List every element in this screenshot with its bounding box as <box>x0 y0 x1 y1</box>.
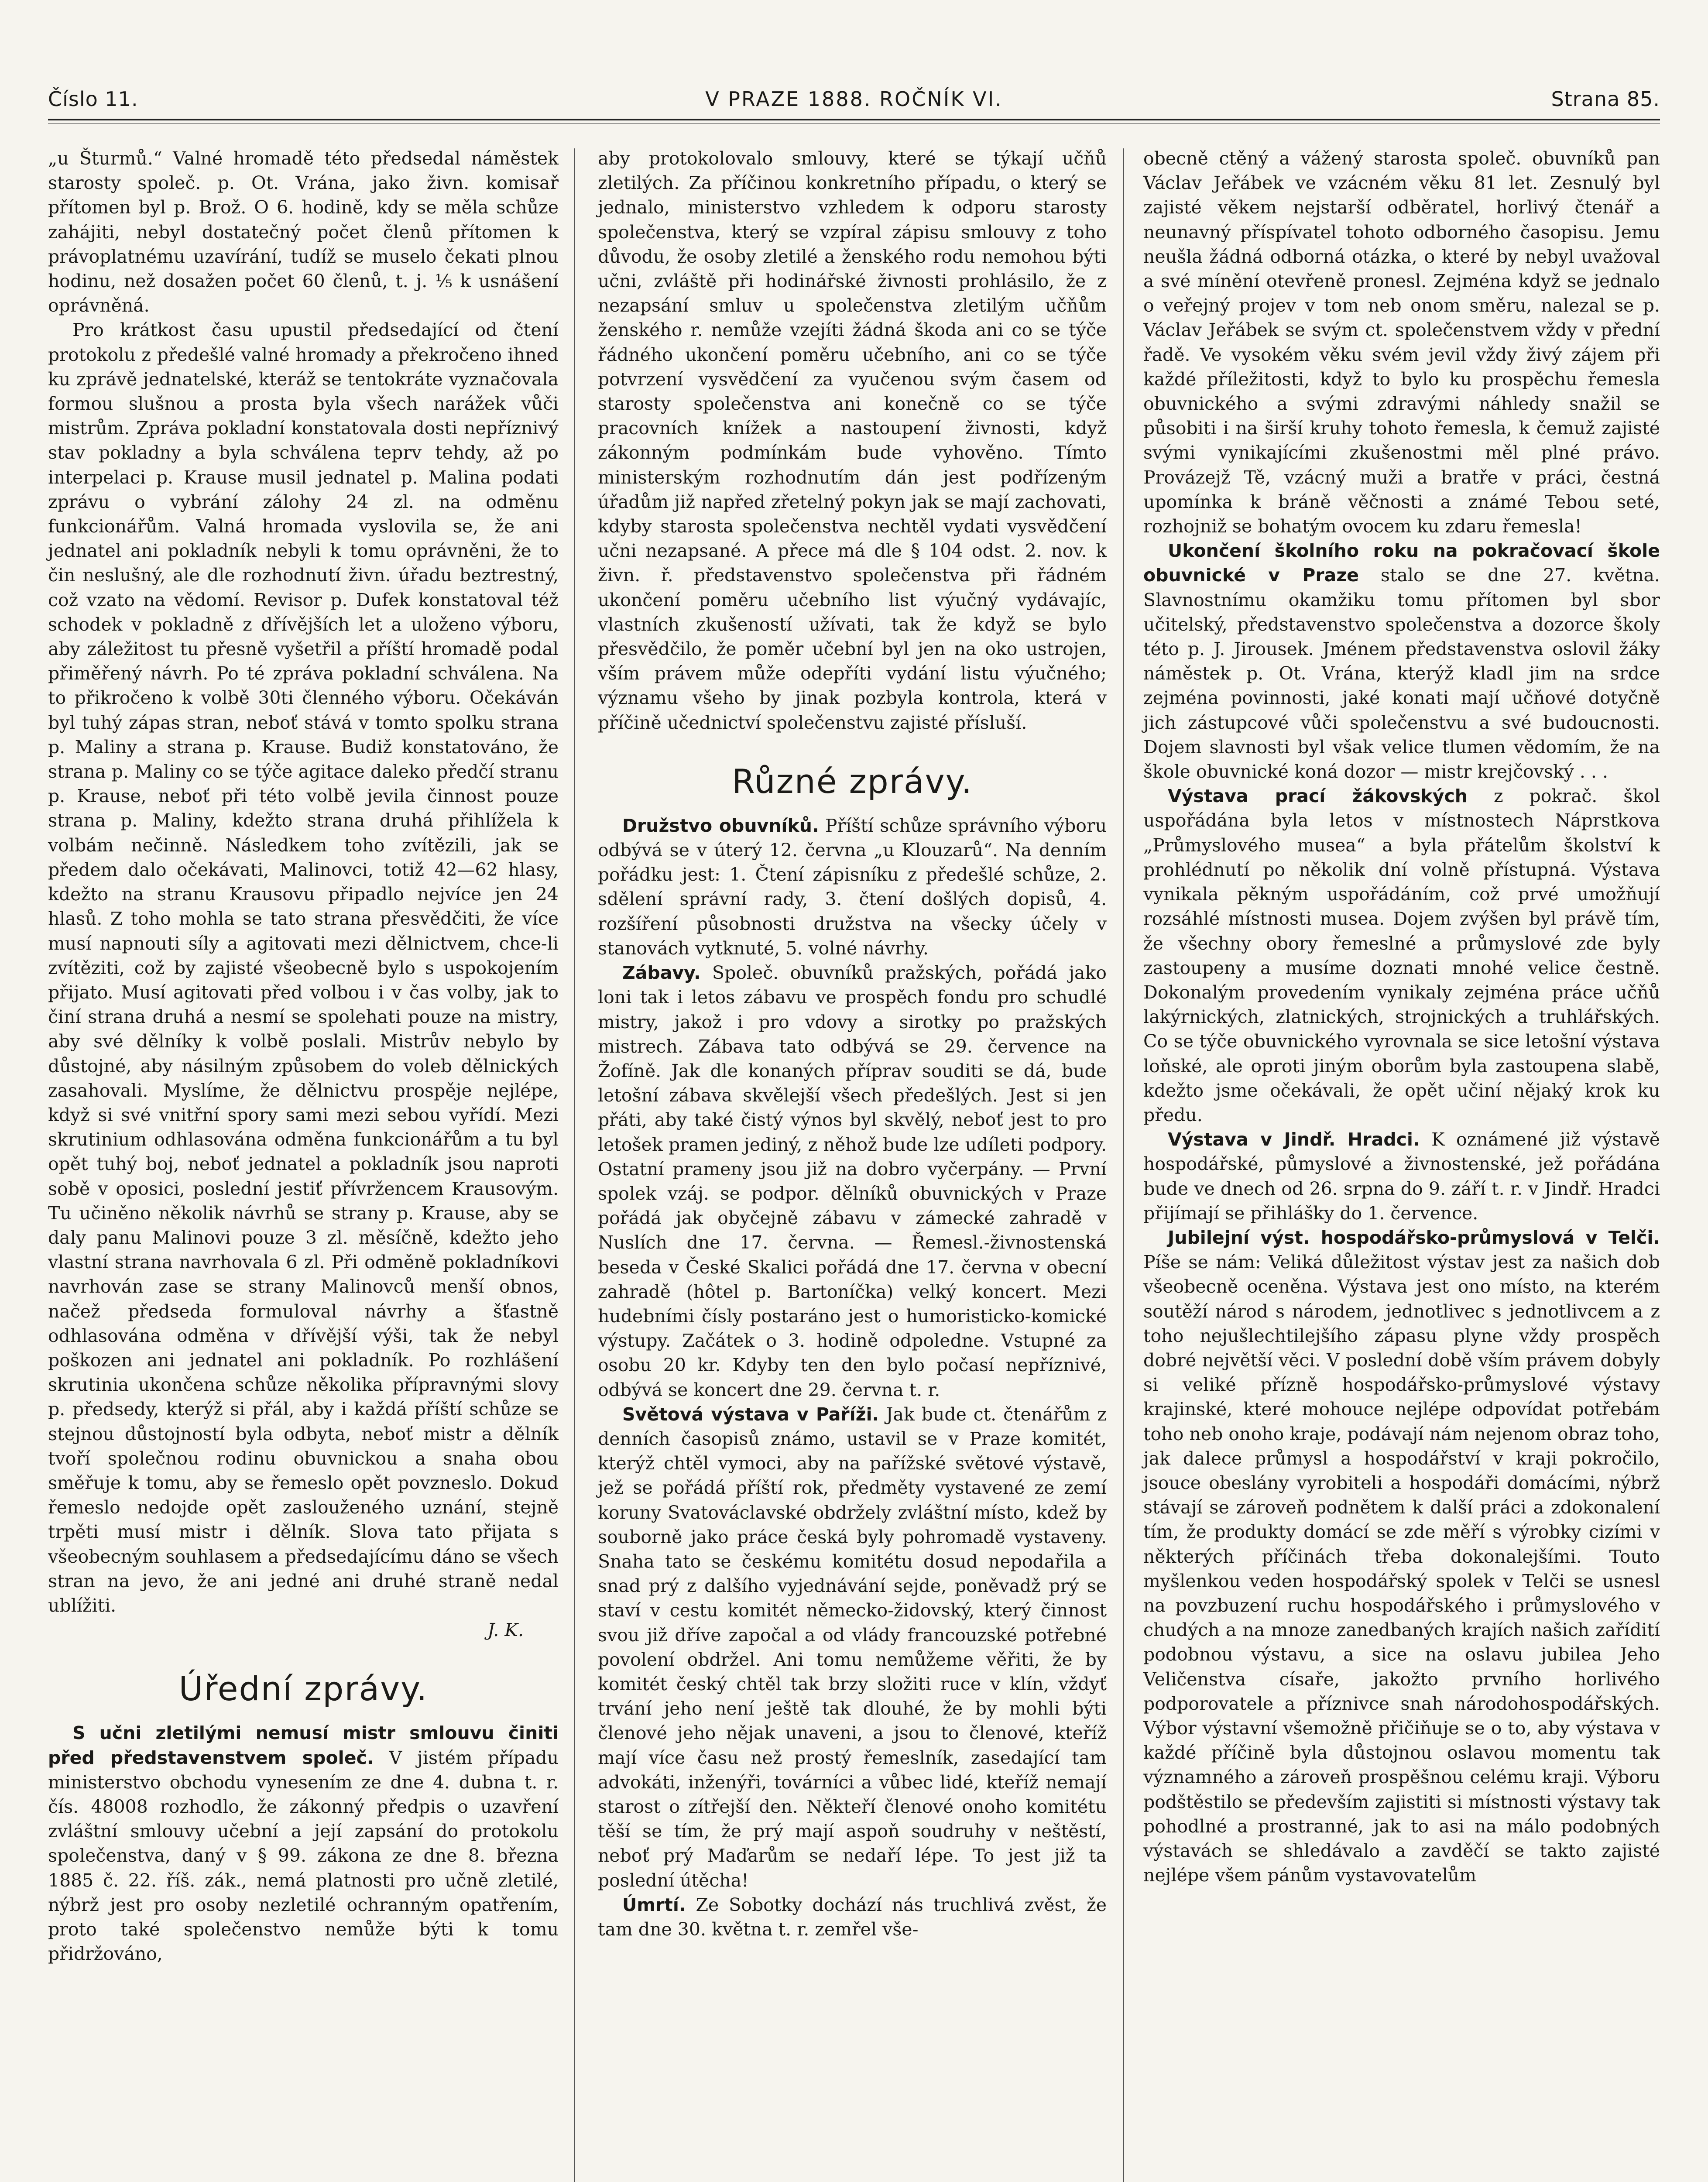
news-item-text: Píše se nám: Veliká důležitost výstav jest za našich dob všeobecně oceněna. Výstava jest ono místo, na kterém soutěží národ s národem, jednotlivec s jednotlivcem a z toho nejušlechtilejšího zápasu plyne vždy prospěch dobré největší věci. V poslední době vším právem dobyly si veliké přízně hospodářsko-průmyslové výstavy krajinské, které mohouce nejlépe odpovídat potřebám toho neb onoho kraje, podávají nám nejenom obraz toho, jak dalece průmysl a hospodářství v kraji pokročilo, jsouce obeslány vyrobiteli a hospodáři domácími, nýbrž stávají se zároveň podnětem k další práci a zdokonalení tím, že produkty domácí se zde měří s výrobky cizími v některých příčinách třeba dokonalejšími. Touto myšlenkou veden hospodářský spolek v Telči se usnesl na povzbuzení ruchu hospodářského i průmyslového v chudých a na mnoze zanedbaných krajích našich zařídití podobnou výstavu, a sice na oslavu jubilea Jeho Veličenstva císaře, jakožto prvního horlivého podporovatele a příznivce snah národohospodářských. Výbor výstavní všemožně přičiňuje se o to, aby výstava v každé příčině byla důstojnou oslavou momentu tak významného a zároveň prospěšnou celému kraji. Výboru podštěstilo se především zajistiti si místnosti výstavy tak pohodlné a prostranné, jak to asi na málo podobných výstavách se shledávalo a zavděčí se takto zajisté nejlépe všem pánům vystavovatelům <box>1143 1252 1660 1886</box>
column-3 <box>1143 146 1660 1887</box>
page-header <box>48 87 1660 127</box>
news-item <box>1143 1127 1660 1225</box>
news-item-text: Ze Sobotky dochází nás truchlivá zvěst, že tam dne 30. května t. r. zemřel vše- <box>598 1894 1107 1940</box>
news-item-text: stalo se dne 27. května. Slavnostnímu okamžiku tomu přítomen byl sbor učitelský, představenstvo společenstva a dozorce školy této p. J. Jirousek. Jménem představenstva oslovil žáky náměstek p. Ot. Vrána, kterýž kladl jim na srdce zejména povinnosti, jaké konati mají učňové dotyčně jich zástupcové vůči společenstvu a své budoucnosti. Dojem slavnosti byl však velice tlumen vědomím, že na škole obuvnické koná dozor — mistr krejčovský . . . <box>1143 565 1660 782</box>
column-divider-1 <box>574 148 575 2182</box>
news-item <box>598 961 1107 1402</box>
news-item-headline: Výstava v Jindř. Hradci. <box>1168 1129 1420 1150</box>
news-item <box>48 1721 559 1966</box>
section-title-misc: Různé zprávy. <box>732 762 973 801</box>
news-item <box>598 1402 1107 1893</box>
section-title-official: Úřední zprávy. <box>178 1669 428 1709</box>
news-item-text: z pokrač. škol uspořádána byla letos v místnostech Náprstkova „Průmyslového musea“ a byla přátelům školství k prohlédnutí po několik dní volně přístupná. Výstava vynikala pěkným uspořádáním, což prvé umožňují rozsáhlé místnosti musea. Dojem zvýšen byl právě tím, že všechny obory řemeslné a průmyslové zde byly zastoupeny a musíme doznati mnohé velice čestně. Dokonalým provedením vynikaly zejména práce učňů lakýrnických, zlatnických, strojnických a truhlářských. Co se týče obuvnického vyrovnala se sice letošní výstava loňské, ale oproti jiným oborům byla zastoupena slabě, kdežto jsme očekávali, že opět učiní nějaký krok ku předu. <box>1143 786 1660 1125</box>
header-rule <box>48 119 1660 120</box>
news-item <box>1143 539 1660 784</box>
column-1 <box>48 146 559 1966</box>
issue-number: Číslo 11. <box>48 87 138 111</box>
news-item-headline: Družstvo obuvníků. <box>622 815 819 836</box>
news-item <box>1143 784 1660 1127</box>
author-signature: J. K. <box>487 1619 524 1641</box>
news-item-headline: Výstava prací žákovských <box>1168 786 1468 807</box>
news-item-headline: Ukončení školního roku na pokračovací škole obuvnické v Praze <box>1143 540 1660 586</box>
news-item-text: V jistém případu ministerstvo obchodu vynesením ze dne 4. dubna t. r. čís. 48008 rozhodlo, že zákonný předpis o uzavření zvláštní smlouvy učební a její zapsání do protokolu společenstva, daný v § 99. zákona ze dne 8. března 1885 č. 22. říš. zák., nemá platnosti pro učně zletilé, nýbrž jest pro osoby nezletilé ochranným opatřením, proto také společenstvo nemůže býti k tomu přidržováno, <box>48 1747 559 1965</box>
news-item <box>598 813 1107 961</box>
column-2 <box>598 146 1107 1942</box>
news-item-headline: S učni zletilými nemusí mistr smlouvu činiti před představenstvem společ. <box>48 1722 559 1768</box>
column-divider-2 <box>1123 148 1124 2182</box>
news-item-text: Společ. obuvníků pražských, pořádá jako loni tak i letos zábavu ve prospěch fondu pro schudlé mistry, jakož i pro vdovy a sirotky po pražských mistrech. Zábava tato odbývá se 29. července na Žofíně. Jak dle konaných příprav souditi se dá, bude letošní zábava skvělejší všech předešlých. Jest si jen přáti, aby také čistý výnos byl skvělý, neboť jest to pro letošek pramen jediný, z něhož bude lze udíleti podpory. Ostatní prameny jsou již na dobro vyčerpány. — První spolek vzáj. se podpor. dělníků obuvnických v Praze pořádá jak obyčejně zábavu v zámecké zahradě v Nuslích dne 17. června. — Řemesl.-živnostenská beseda v České Skalici pořádá dne 17. června v obecní zahradě (hôtel p. Bartoníčka) velký koncert. Mezi hudebními čísly postaráno jest o humoristicko-komické výstupy. Začátek o 3. hodině odpoledne. Vstupné za osobu 20 kr. Kdyby ten den bylo počasí nepříznivé, odbývá se koncert dne 29. června t. r. <box>598 962 1107 1400</box>
article-paragraph: Pro krátkost času upustil předsedající od čtení protokolu z předešlé valné hromady a překročeno ihned ku zprávě jednatelské, kteráž se tentokráte vyznačovala formou slušnou a prosta byla všech narážek vůči mistrům. Zpráva pokladní konstatovala dosti nepříznivý stav pokladny a byla schválena teprv tehdy, až po interpelaci p. Krause musil jednatel p. Malina podati zprávu o vybrání zálohy 24 zl. na odměnu funkcionářům. Valná hromada vyslovila se, že ani jednatel ani pokladník nebyli k tomu oprávněni, že to čin neslušný, ale dle rozhodnutí živn. úřadu beztrestný, což vzato na vědomí. Revisor p. Dufek konstatoval též schodek v pokladně z dřívějších let a uloženo výboru, aby záležitost tu přesně vyšetřil a příští hromadě podal přiměřený návrh. Po té zpráva pokladní schválena. Na to přikročeno k volbě 30ti členného výboru. Očekáván byl tuhý zápas stran, neboť stává v tomto spolku strana p. Maliny a strana p. Krause. Budiž konstatováno, že strana p. Maliny co se týče agitace daleko předčí stranu p. Krause, neboť při této volbě jevila činnost pouze strana p. Maliny, kdežto strana druhá přihlížela k volbám nečinně. Následkem toho zvítězili, jak se předem dalo očekávati, Malinovci, totiž 42—62 hlasy, kdežto na stranu Krausovu připadlo nejvíce jen 24 hlasů. Z toho mohla se tato strana přesvědčiti, že více musí napnouti síly a agitovati mezi dělnictvem, chce-li zvítěziti, což by zajisté všeobecně bylo s uspokojením přijato. Musí agitovati před volbou i v čas volby, jak to činí strana druhá a nesmí se spolehati pouze na mistry, aby své dělníky k volbě poslali. Mistrův nebylo by důstojné, aby násilným způsobem do voleb dělnických zasahovali. Myslíme, že dělnictvu prospěje nejlépe, když si své vnitřní spory sami mezi sebou vyřídí. Mezi skrutinium odhlasována odměna funkcionářům a tu byl opět tuhý boj, neboť jednatel a pokladník jsou naproti sobě v oposici, poslední jestiť přívržencem Krausovým. Tu učiněno několik návrhů se strany p. Krause, aby se daly panu Malinovi pouze 3 zl. měsíčně, kdežto jeho vlastní strana navrhovala 6 zl. Při odměně pokladníkovi navrhován zase se strany Malinovců menší obnos, načež předseda formuloval návrhy a šťastně odhlasována odměna v dřívější výši, tak že nebyl poškozen ani jednatel ani pokladník. Po rozhlášení skrutinia ukončena schůze několika přípravnými slovy p. předsedy, kterýž si přál, aby i každá příští schůze se stejnou důstojností byla odbyta, neboť mistr a dělník tvoří společnou rodinu obuvnickou a snaha obou směřuje k tomu, aby se řemeslo opět povzneslo. Dokud řemeslo nedojde opět zaslouženého uznání, stejně trpěti musí mistr i dělník. Slova tato přijata s všeobecným souhlasem a předsedajícímu dáno se všech stran na jevo, že ani jedné ani druhé straně nedal ublížiti. <box>48 319 559 1616</box>
news-item <box>1143 1225 1660 1887</box>
news-item-headline: Jubilejní výst. hospodářsko-průmyslová v Telči. <box>1168 1227 1660 1248</box>
news-item-headline: Úmrtí. <box>622 1894 686 1915</box>
article-paragraph: „u Šturmů.“ Valné hromadě této předsedal náměstek starosty společ. p. Ot. Vrána, jako živn. komisař přítomen byl p. Brož. O 6. hodině, kdy se měla schůze zahájiti, nebyl dostatečný počet členů přítomen k právoplatnému uzavírání, tudíž se muselo čekati plnou hodinu, než dosažen počet 60 členů, t. j. ⅕ k usnášení oprávněná. <box>48 148 559 316</box>
news-item-text: K oznámené již výstavě hospodářské, půmyslové a živnostenské, jež pořádána bude ve dnech od 26. srpna do 9. září t. r. v Jindř. Hradci přijímají se přihlášky do 1. července. <box>1143 1129 1660 1224</box>
news-item <box>598 1893 1107 1942</box>
page-number: Strana 85. <box>1551 87 1660 111</box>
news-item-headline: Zábavy. <box>622 962 701 984</box>
news-item-text: Příští schůze správního výboru odbývá se v úterý 12. června „u Klouzarů“. Na denním pořádku jest: 1. Čtení zápisníku z předešlé schůze, 2. sdělení správní rady, 3. čtení došlých dopisů, 4. rozšíření působnosti družstva na všecky účely v stanovách vytknuté, 5. volné návrhy. <box>598 815 1107 959</box>
news-item-headline: Světová výstava v Paříži. <box>622 1403 879 1425</box>
article-paragraph: obecně ctěný a vážený starosta společ. obuvníků pan Václav Jeřábek ve vzácném věku 81 let. Zesnulý byl zajisté věkem nejstarší odběratel, horlivý čtenář a neunavný příspívatel tohoto odborného časopisu. Jemu neušla žádná odborná otázka, o které by nebyl uvažoval a své mínění otevřeně pronesl. Zejména když se jednalo o veřejný projev v tom neb onom směru, nalezal se p. Václav Jeřábek se svým ct. společenstvem vždy v přední řadě. Ve vysokém věku svém jevil vždy živý zájem při každé příležitosti, když to bylo ku prospěchu řemesla obuvnického a svými zdravými náhledy snažil se působiti i na širší kruhy tohoto řemesla, k čemuž zajisté svými vynikajícími zkušenostmi měl plné právo. Provázejž Tě, vzácný muži a bratře v práci, čestná upomínka k bráně věčnosti a známé Tebou seté, rozhojniž se bohatým ovocem ku zdaru řemesla! <box>1143 148 1660 537</box>
masthead-place-year: V PRAZE 1888. ROČNÍK VI. <box>705 87 1003 111</box>
news-item-text: Jak bude ct. čtenářům z denních časopisů známo, ustavil se v Praze komitét, kterýž chtěl vymoci, aby na pařížské světové výstavě, jež se pořádá příští rok, předměty vystavené ze zemí koruny Svatováclavské obdržely zvláštní místo, kdež by souborně jako práce česká byly pohromadě vystaveny. Snaha tato se českému komitétu dosud nepodařila a snad prý z dalšího vyjednávání sejde, poněvadž prý se staví v cestu komitét německo-židovský, který činnost svou již dříve započal a od vlády francouzské potřebné povolení obdržel. Ani tomu nemůžeme věřiti, že by komitét český chtěl tak brzy složiti ruce v klín, vždyť trvání jeho není ještě tak dlouhé, že by mohli býti členové jeho nějak unaveni, a jsou to členové, kteříž mají více času než prostý řemeslník, zasedající tam advokáti, inženýři, továrníci a vůbec lidé, kteříž nemají starost o zítřejší den. Někteří členové onoho komitétu těší se tím, že prý mají aspoň soudruhy v neštěstí, neboť prý Maďarům se nedaří lépe. To jest již ta poslední útěcha! <box>598 1403 1107 1891</box>
article-paragraph: aby protokolovalo smlouvy, které se týkají učňů zletilých. Za příčinou konkretního případu, o který se jednalo, ministerstvo vzhledem k odporu starosty společenstva, který se vzpíral zápisu smlouvy z toho důvodu, že osoby zletilé a ženského rodu nemohou býti učni, zvláště při hodinářské živnosti prohlásilo, že z nezapsání smluv u společenstva zletilým učňům ženského r. nemůže vzejíti žádná škoda ani co se týče řádného ukončení poměru učebního, ani co se týče potvrzení vysvědčení za vyučenou svým časem od starosty společenstva ani konečně co se týče pracovních knížek a nastoupení živnosti, když zákonným podmínkám bude vyhověno. Tímto ministerským rozhodnutím dán jest podřízeným úřadům již napřed zřetelný pokyn jak se mají zachovati, kdyby starosta společenstva nechtěl vydati vysvědčení učni nezapsané. A přece má dle § 104 odst. 2. nov. k živn. ř. představenstvo společenstva při řádném ukončení poměru učebního list výučný vydávajíc, vlastních zkušeností užívati, tak že když se bylo přesvědčilo, že poměr učební byl jen na oko ustrojen, vším právem může odepříti vydání listu výučného; významu všeho by jinak pozbyla kontrola, která v příčině učednictví společenstvu zajisté přísluší. <box>598 148 1107 733</box>
